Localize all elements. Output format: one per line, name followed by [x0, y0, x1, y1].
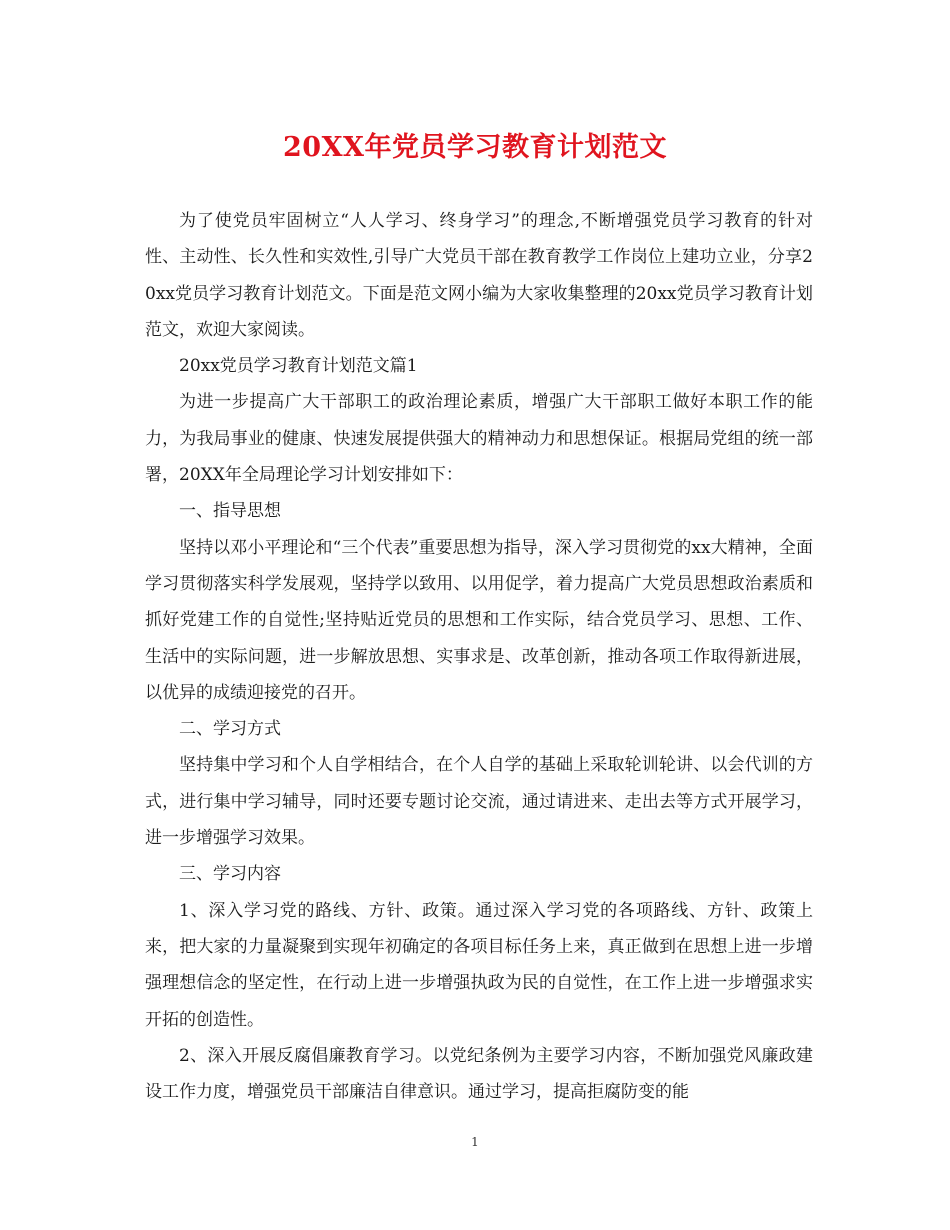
document-body [145, 203, 813, 1110]
paragraph-study-method: 坚持集中学习和个人自学相结合，在个人自学的基础上采取轮训轮讲、以会代训的方式，进行集中学习辅导，同时还要专题讨论交流，通过请进来、走出去等方式开展学习，进一步增强学习效果。 [145, 755, 813, 849]
section-heading-guiding-ideology: 一、指导思想 [179, 501, 281, 522]
section-heading-article-1: 20xx党员学习教育计划范文篇1 [179, 356, 418, 377]
section-heading-study-content: 三、学习内容 [179, 864, 281, 885]
intro-paragraph: 为了使党员牢固树立“人人学习、终身学习”的理念,不断增强党员学习教育的针对性、主动性、长久性和实效性,引导广大党员干部在教育教学工作岗位上建功立业，分享20xx党员学习教育计划范文。下面是范文网小编为大家收集整理的20xx党员学习教育计划范文，欢迎大家阅读。 [145, 211, 813, 340]
paragraph-purpose: 为进一步提高广大干部职工的政治理论素质，增强广大干部职工做好本职工作的能力，为我局事业的健康、快速发展提供强大的精神动力和思想保证。根据局党组的统一部署，20XX年全局理论学习计划安排如下： [145, 392, 813, 486]
page-number: 1 [471, 1135, 479, 1149]
paragraph-content-2: 2、深入开展反腐倡廉教育学习。以党纪条例为主要学习内容，不断加强党风廉政建设工作力度，增强党员干部廉洁自律意识。通过学习，提高拒腐防变的能 [145, 1045, 813, 1103]
paragraph-content-1: 1、深入学习党的路线、方针、政策。通过深入学习党的各项路线、方针、政策上来，把大家的力量凝聚到实现年初确定的各项目标任务上来，真正做到在思想上进一步增强理想信念的坚定性，在行动上进一步增强执政为民的自觉性，在工作上进一步增强求实开拓的创造性。 [145, 900, 813, 1030]
paragraph-guiding-ideology: 坚持以邓小平理论和“三个代表”重要思想为指导，深入学习贯彻党的xx大精神，全面学习贯彻落实科学发展观，坚持学以致用、以用促学，着力提高广大党员思想政治素质和抓好党建工作的自觉性;坚持贴近党员的思想和工作实际，结合党员学习、思想、工作、生活中的实际问题，进一步解放思想、实事求是、改革创新，推动各项工作取得新进展，以优异的成绩迎接党的召开。 [145, 537, 813, 703]
section-heading-study-method: 二、学习方式 [179, 719, 281, 740]
document-title: 20XX年党员学习教育计划范文 [283, 132, 667, 163]
